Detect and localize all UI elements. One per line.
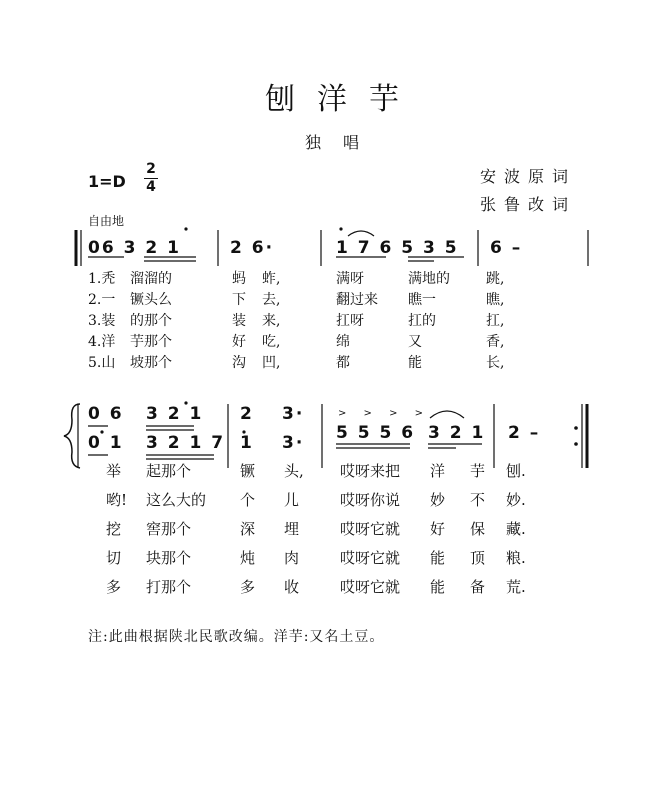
lyric-syllable: 哟!	[106, 491, 128, 509]
lyric-syllable: 荒.	[506, 578, 526, 596]
lyric-syllable: 收	[284, 578, 300, 596]
lyric-syllable: 3.装	[88, 313, 116, 329]
lyric-syllable: 备	[470, 578, 486, 596]
lyric-syllable: 满呀	[336, 271, 364, 287]
lyric-syllable: 镢头么	[130, 292, 172, 308]
lyric-syllable: 刨.	[506, 462, 526, 480]
lyric-syllable: 装	[232, 313, 246, 329]
lyric-syllable: 长,	[486, 355, 505, 371]
lyric-syllable: 1.秃	[88, 271, 116, 287]
lyric-syllable: 多	[240, 578, 256, 596]
lyric-syllable: 多	[106, 578, 122, 596]
lyric-syllable: 能	[430, 578, 446, 596]
lyric-syllable: 跳,	[486, 271, 505, 287]
time-signature-top: 2	[146, 161, 156, 177]
lyric-syllable: 镢	[240, 462, 256, 480]
lyric-syllable: 举	[106, 462, 122, 480]
lower-measure-1b: 3 2 1 7	[146, 433, 226, 453]
lyric-syllable: 蚱,	[262, 271, 281, 287]
measure-4: 6 –	[490, 238, 523, 258]
lyric-syllable: 不	[470, 491, 486, 509]
lyric-syllable: 扛的	[408, 313, 436, 329]
lyric-syllable: 妙.	[506, 491, 526, 509]
lyric-syllable: 满地的	[408, 271, 450, 287]
lyric-syllable: 香,	[486, 334, 505, 350]
lyric-syllable: 挖	[106, 520, 122, 538]
lyric-syllable: 保	[470, 520, 486, 538]
lyric-syllable: 溜溜的	[130, 271, 172, 287]
lyric-syllable: 蚂	[232, 271, 246, 287]
tempo-marking: 自由地	[88, 214, 125, 228]
octave-dot	[339, 227, 342, 230]
lyric-syllable: 埋	[284, 520, 300, 538]
slur	[348, 231, 374, 236]
lyric-syllable: 4.洋	[88, 334, 116, 350]
lyric-syllable: 能	[408, 355, 422, 371]
accent-marks: > > > >	[338, 408, 431, 419]
upper-measure-2a: 2	[240, 404, 254, 424]
measure-3: 1 7 6 5 3 5	[336, 238, 459, 258]
lyric-syllable: 绵	[336, 334, 350, 350]
lyric-syllable: 翻过来	[336, 292, 378, 308]
lyricist-credit: 安波原词	[480, 167, 577, 186]
lower-measure-2b: 3·	[282, 433, 305, 453]
slur	[430, 411, 464, 418]
lyric-syllable: 儿	[284, 491, 300, 509]
lyric-syllable: 肉	[284, 549, 300, 567]
lyric-syllable: 哎呀它就	[340, 578, 401, 596]
lyric-syllable: 来,	[262, 313, 281, 329]
measure-4: 2 –	[508, 423, 541, 443]
lyric-syllable: 坡那个	[130, 355, 172, 371]
lyric-syllable: 哎呀它就	[340, 520, 401, 538]
lyric-syllable: 哎呀你说	[340, 491, 401, 509]
lyric-syllable: 块那个	[146, 549, 192, 567]
footnote: 注:此曲根据陕北民歌改编。洋芋:又名土豆。	[88, 629, 385, 645]
lower-measure-2a: 1	[240, 433, 254, 453]
lyric-syllable: 好	[232, 334, 246, 350]
lyric-syllable: 顶	[470, 549, 486, 567]
song-subtitle: 独唱	[304, 133, 381, 152]
measure-2: 2 6·	[230, 238, 275, 258]
lyric-syllable: 个	[240, 491, 256, 509]
measure-1: 06 3 2 1	[88, 238, 181, 258]
lyric-syllable: 起那个	[146, 462, 192, 480]
lyric-syllable: 5.山	[88, 355, 116, 371]
upper-measure-2b: 3·	[282, 404, 305, 424]
repeat-dot	[574, 426, 578, 430]
key-signature: 1=D	[88, 172, 126, 191]
lyric-syllable: 瞧一	[408, 292, 436, 308]
lyric-syllable: 瞧,	[486, 292, 505, 308]
lyric-syllable: 芋那个	[130, 334, 172, 350]
lyric-syllable: 吃,	[262, 334, 281, 350]
lyric-syllable: 深	[240, 520, 256, 538]
upper-measure-1a: 0 6	[88, 404, 124, 424]
lower-measure-1a: 0 1	[88, 433, 124, 453]
measure-3: 5 5 5 6	[336, 423, 416, 443]
lyric-syllable: 都	[336, 355, 350, 371]
lyric-syllable: 这么大的	[146, 491, 207, 509]
lyric-syllable: 芋	[470, 462, 486, 480]
lyric-syllable: 去,	[262, 292, 281, 308]
octave-dot	[184, 227, 187, 230]
lyric-syllable: 妙	[430, 491, 446, 509]
lyric-syllable: 粮.	[506, 549, 526, 567]
song-title: 刨洋芋	[265, 82, 421, 117]
upper-measure-1b: 3 2 1	[146, 404, 204, 424]
lyric-syllable: 打那个	[146, 578, 192, 596]
lyric-syllable: 凹,	[262, 355, 281, 371]
lyric-syllable: 炖	[240, 549, 256, 567]
lyric-syllable: 的那个	[130, 313, 172, 329]
lyric-syllable: 哎呀它就	[340, 549, 401, 567]
lyric-syllable: 2.一	[88, 292, 116, 308]
lyric-syllable: 哎呀来把	[340, 462, 401, 480]
lyric-syllable: 切	[106, 549, 122, 567]
lyric-syllable: 下	[232, 292, 246, 308]
lyric-syllable: 窖那个	[146, 520, 192, 538]
lyric-syllable: 能	[430, 549, 446, 567]
lyric-syllable: 藏.	[506, 520, 526, 538]
lyric-syllable: 扛呀	[336, 313, 364, 329]
repeat-dot	[574, 442, 578, 446]
lyric-syllable: 头,	[284, 462, 304, 480]
lyric-syllable: 扛,	[486, 313, 505, 329]
measure-3b: 3 2 1	[428, 423, 486, 443]
adapter-credit: 张鲁改词	[480, 195, 577, 214]
lyric-syllable: 沟	[232, 355, 246, 371]
lyric-syllable: 又	[408, 334, 422, 350]
lyric-syllable: 洋	[430, 462, 446, 480]
time-signature-bottom: 4	[146, 179, 156, 195]
lyric-syllable: 好	[430, 520, 446, 538]
